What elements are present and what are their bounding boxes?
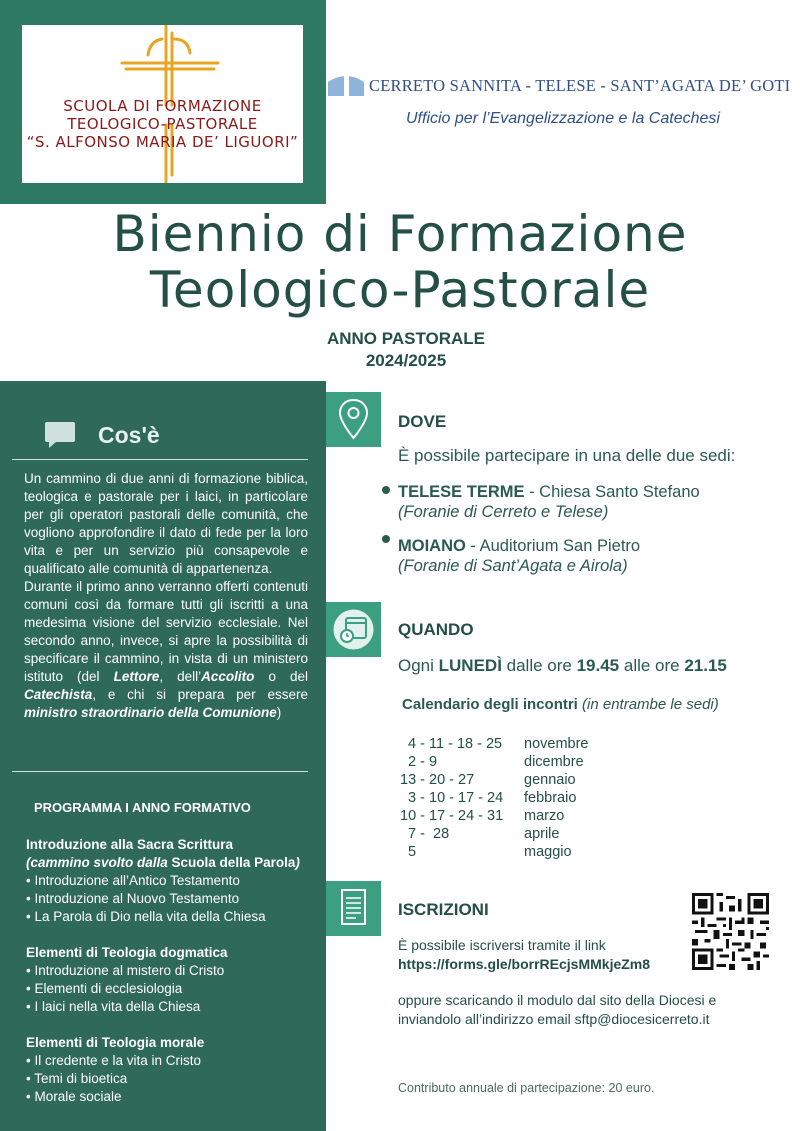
cal-month: maggio	[524, 844, 572, 860]
diocese-name: CERRETO SANNITA - TELESE - SANT’AGATA DE’ GOTI	[369, 76, 791, 95]
logo-frame	[0, 0, 326, 204]
group-heading: Elementi di Teologia dogmatica	[26, 945, 228, 960]
cal-month: febbraio	[524, 790, 577, 806]
diocese-emblem-icon	[328, 72, 364, 96]
end-time: 21.15	[684, 656, 727, 675]
logo-line-1: SCUOLA DI FORMAZIONE	[63, 97, 262, 115]
list-item: • I laici nella vita della Chiesa	[26, 999, 201, 1014]
location-pin-icon	[326, 392, 381, 447]
year-value: 2024/2025	[365, 351, 447, 370]
sede-place: - Auditorium San Pietro	[465, 537, 641, 555]
divider	[12, 459, 308, 460]
calendar-clock-icon	[326, 602, 381, 657]
group-heading: Elementi di Teologia morale	[26, 1035, 205, 1050]
cal-days: 4 - 11 - 18 - 25	[400, 736, 503, 752]
text: , e chi si prepara per essere	[92, 687, 308, 702]
term-ministro: ministro straordinario della Comunione	[24, 705, 277, 720]
cal-days: 2 - 9	[400, 754, 438, 770]
program-group-dogmatic	[26, 944, 322, 1016]
list-item: • Temi di bioetica	[26, 1071, 128, 1086]
list-item: • Morale sociale	[26, 1089, 122, 1104]
text: (cammino svolto dalla	[26, 855, 172, 870]
bullet	[382, 486, 390, 494]
cal-days: 7 - 28	[400, 826, 450, 842]
text: È possibile iscriversi tramite il link	[398, 937, 606, 953]
sede-foranie: (Foranie di Cerreto e Telese)	[398, 503, 609, 521]
term-lettore: Lettore	[113, 669, 160, 684]
dove-intro: È possibile partecipare in una delle due sedi:	[398, 446, 736, 465]
program-group-scripture	[26, 836, 322, 926]
term-catechista: Catechista	[24, 687, 93, 702]
cose-paragraph-1: Un cammino di due anni di formazione biblica, teologica e pastorale per i laici, in particolare per gli operatori pastorali delle comunità, che vogliono approfondire il dato di fede per la loro vita e per un servizio più consapevole e qualificato alle comunità di appartenenza.	[24, 471, 308, 576]
calendar-title	[402, 696, 719, 713]
sede-foranie: (Foranie di Sant’Agata e Airola)	[398, 557, 628, 575]
title-line-2: Teologico-Pastorale	[149, 261, 651, 319]
text: dalle ore	[501, 656, 577, 675]
logo-line-3: “S. ALFONSO MARIA DE’ LIGUORI”	[26, 133, 299, 151]
list-item: • Elementi di ecclesiologia	[26, 981, 183, 996]
sede-place: - Chiesa Santo Stefano	[524, 483, 700, 501]
cal-month: aprile	[524, 826, 560, 842]
iscrizioni-title: ISCRIZIONI	[398, 900, 489, 919]
text: oppure scaricando il modulo dal sito della Diocesi e	[398, 992, 717, 1008]
weekday: LUNEDÌ	[438, 656, 502, 675]
contribution-note: Contributo annuale di partecipazione: 20 euro.	[398, 1081, 655, 1095]
group-subheading	[26, 854, 322, 872]
text: (in entrambe le sedi)	[577, 696, 719, 713]
text: )	[295, 855, 300, 870]
iscrizioni-alt-text	[398, 991, 716, 1029]
dove-title: DOVE	[398, 412, 447, 431]
text: Calendario degli incontri	[402, 696, 578, 713]
cal-days: 13 - 20 - 27	[400, 772, 475, 788]
sede-telese	[398, 482, 700, 522]
list-item: • Introduzione al Nuovo Testamento	[26, 891, 240, 906]
year-label: ANNO PASTORALE	[326, 329, 486, 348]
group-heading: Introduzione alla Sacra Scrittura	[26, 837, 234, 852]
cal-days: 10 - 17 - 24 - 31	[400, 808, 504, 824]
sede-name: TELESE TERME	[398, 483, 525, 501]
page-title	[0, 206, 800, 318]
program-title: PROGRAMMA I ANNO FORMATIVO	[34, 800, 251, 815]
quando-title: QUANDO	[398, 620, 474, 639]
cose-description	[24, 470, 308, 722]
list-item: • Introduzione al mistero di Cristo	[26, 963, 225, 978]
list-item: • La Parola di Dio nella vita della Chiesa	[26, 909, 266, 924]
term-accolito: Accolito	[201, 669, 255, 684]
office-name: Ufficio per l’Evangelizzazione e la Catechesi	[406, 110, 720, 127]
logo-line-2: TEOLOGICO-PASTORALE	[67, 115, 258, 133]
cal-days: 3 - 10 - 17 - 24	[400, 790, 504, 806]
divider	[12, 771, 308, 772]
text: alle ore	[619, 656, 685, 675]
list-item: • Introduzione all’Antico Testamento	[26, 873, 240, 888]
sede-moiano	[398, 536, 640, 576]
text: Ogni	[398, 656, 439, 675]
text: Scuola della Parola	[171, 855, 296, 870]
text: o del	[254, 669, 309, 684]
list-item: • Il credente e la vita in Cristo	[26, 1053, 202, 1068]
cal-month: novembre	[524, 736, 589, 752]
logo-text	[22, 97, 303, 151]
email-text: inviandolo all’indirizzo email sftp@diocesicerreto.it	[398, 1011, 710, 1027]
cose-label: Cos'è	[98, 422, 160, 448]
sede-name: MOIANO	[398, 537, 466, 555]
cal-month: marzo	[524, 808, 565, 824]
title-line-1: Biennio di Formazione	[112, 205, 688, 263]
quando-schedule	[398, 656, 727, 676]
cal-month: gennaio	[524, 772, 576, 788]
school-logo	[22, 25, 303, 183]
qr-code-icon[interactable]	[692, 893, 769, 970]
bullet	[382, 535, 390, 543]
cal-days: 5	[400, 844, 417, 860]
text: Durante il primo anno verranno offerti contenuti comuni così da formare tutti gli iscritti a una medesima visione del servizio ecclesiale. Nel secondo anno, invece, si apre la possibilità di specificare il cammino, in vista di un ministero istituto (del	[24, 579, 308, 684]
document-icon	[326, 881, 381, 936]
start-time: 19.45	[576, 656, 620, 675]
iscrizioni-text	[398, 936, 650, 974]
pastoral-year	[306, 328, 506, 372]
cose-paragraph-2	[24, 578, 308, 722]
cal-month: dicembre	[524, 754, 584, 770]
speech-bubble-icon	[44, 420, 76, 450]
program-group-moral	[26, 1034, 322, 1106]
text: , dell’	[159, 669, 202, 684]
text: )	[276, 705, 282, 720]
form-link[interactable]: https://forms.gle/borrREcjsMMkjeZm8	[398, 956, 651, 972]
